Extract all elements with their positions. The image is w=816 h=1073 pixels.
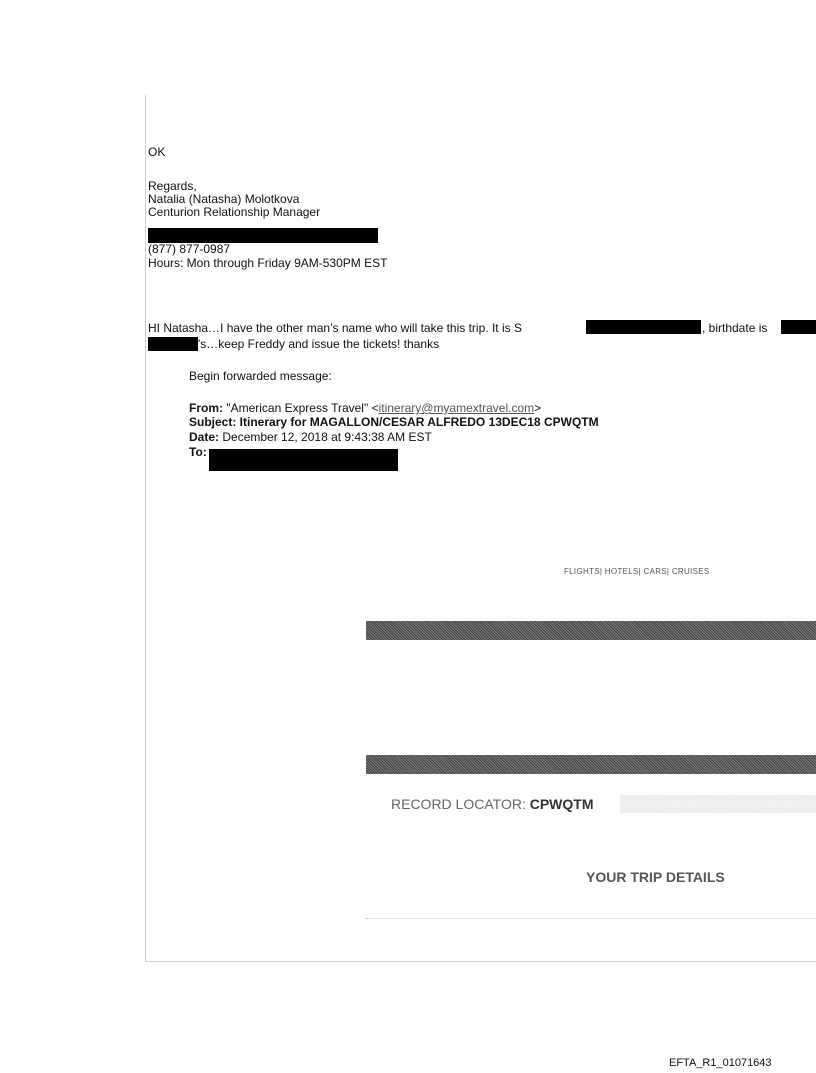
date-label: Date: [189,430,220,444]
email-frame [145,95,816,962]
redacted-name-2 [148,337,198,351]
divider [366,918,816,919]
redacted-recipient [209,449,398,471]
redacted-birthdate [781,320,816,334]
sender-title: Centurion Relationship Manager [148,205,321,219]
redacted-email [148,228,378,243]
header-bar-bottom [366,755,816,774]
sender-phone: (877) 877-0987 [148,242,231,256]
message-line-2: 's…keep Freddy and issue the tickets! thanks [198,337,440,351]
from-line [189,402,541,415]
locator-strip [620,795,816,813]
message-line-1a: HI Natasha…I have the other man’s name who will take this trip. It is S [148,321,522,335]
sender-name: Natalia (Natasha) Molotkova [148,192,300,206]
from-close: > [534,401,542,415]
date-line [189,431,432,444]
document-id: EFTA_R1_01071643 [669,1057,772,1069]
header-bar-top [366,621,816,640]
from-name: "American Express Travel" < [223,401,379,415]
sender-hours: Hours: Mon through Friday 9AM-530PM EST [148,256,388,270]
message-line-1b: , birthdate is [702,321,768,335]
to-label: To: [189,445,207,459]
trip-details-heading: YOUR TRIP DETAILS [586,869,725,885]
record-locator-value: CPWQTM [529,796,594,812]
itinerary-nav[interactable]: FLIGHTS| HOTELS| CARS| CRUISES [564,567,710,576]
record-locator-label: RECORD LOCATOR: [391,796,530,812]
subject-label: Subject: [189,415,237,429]
reply-ok: OK [148,145,166,159]
forward-intro: Begin forwarded message: [189,369,332,383]
subject-line [189,416,599,429]
record-locator [391,796,594,812]
regards: Regards, [148,179,197,193]
from-email-link[interactable]: itinerary@myamextravel.com [378,401,535,415]
redacted-name [586,320,701,334]
date-value: December 12, 2018 at 9:43:38 AM EST [219,430,432,444]
subject-value: Itinerary for MAGALLON/CESAR ALFREDO 13DEC18 CPWQTM [236,415,599,429]
from-label: From: [189,401,223,415]
